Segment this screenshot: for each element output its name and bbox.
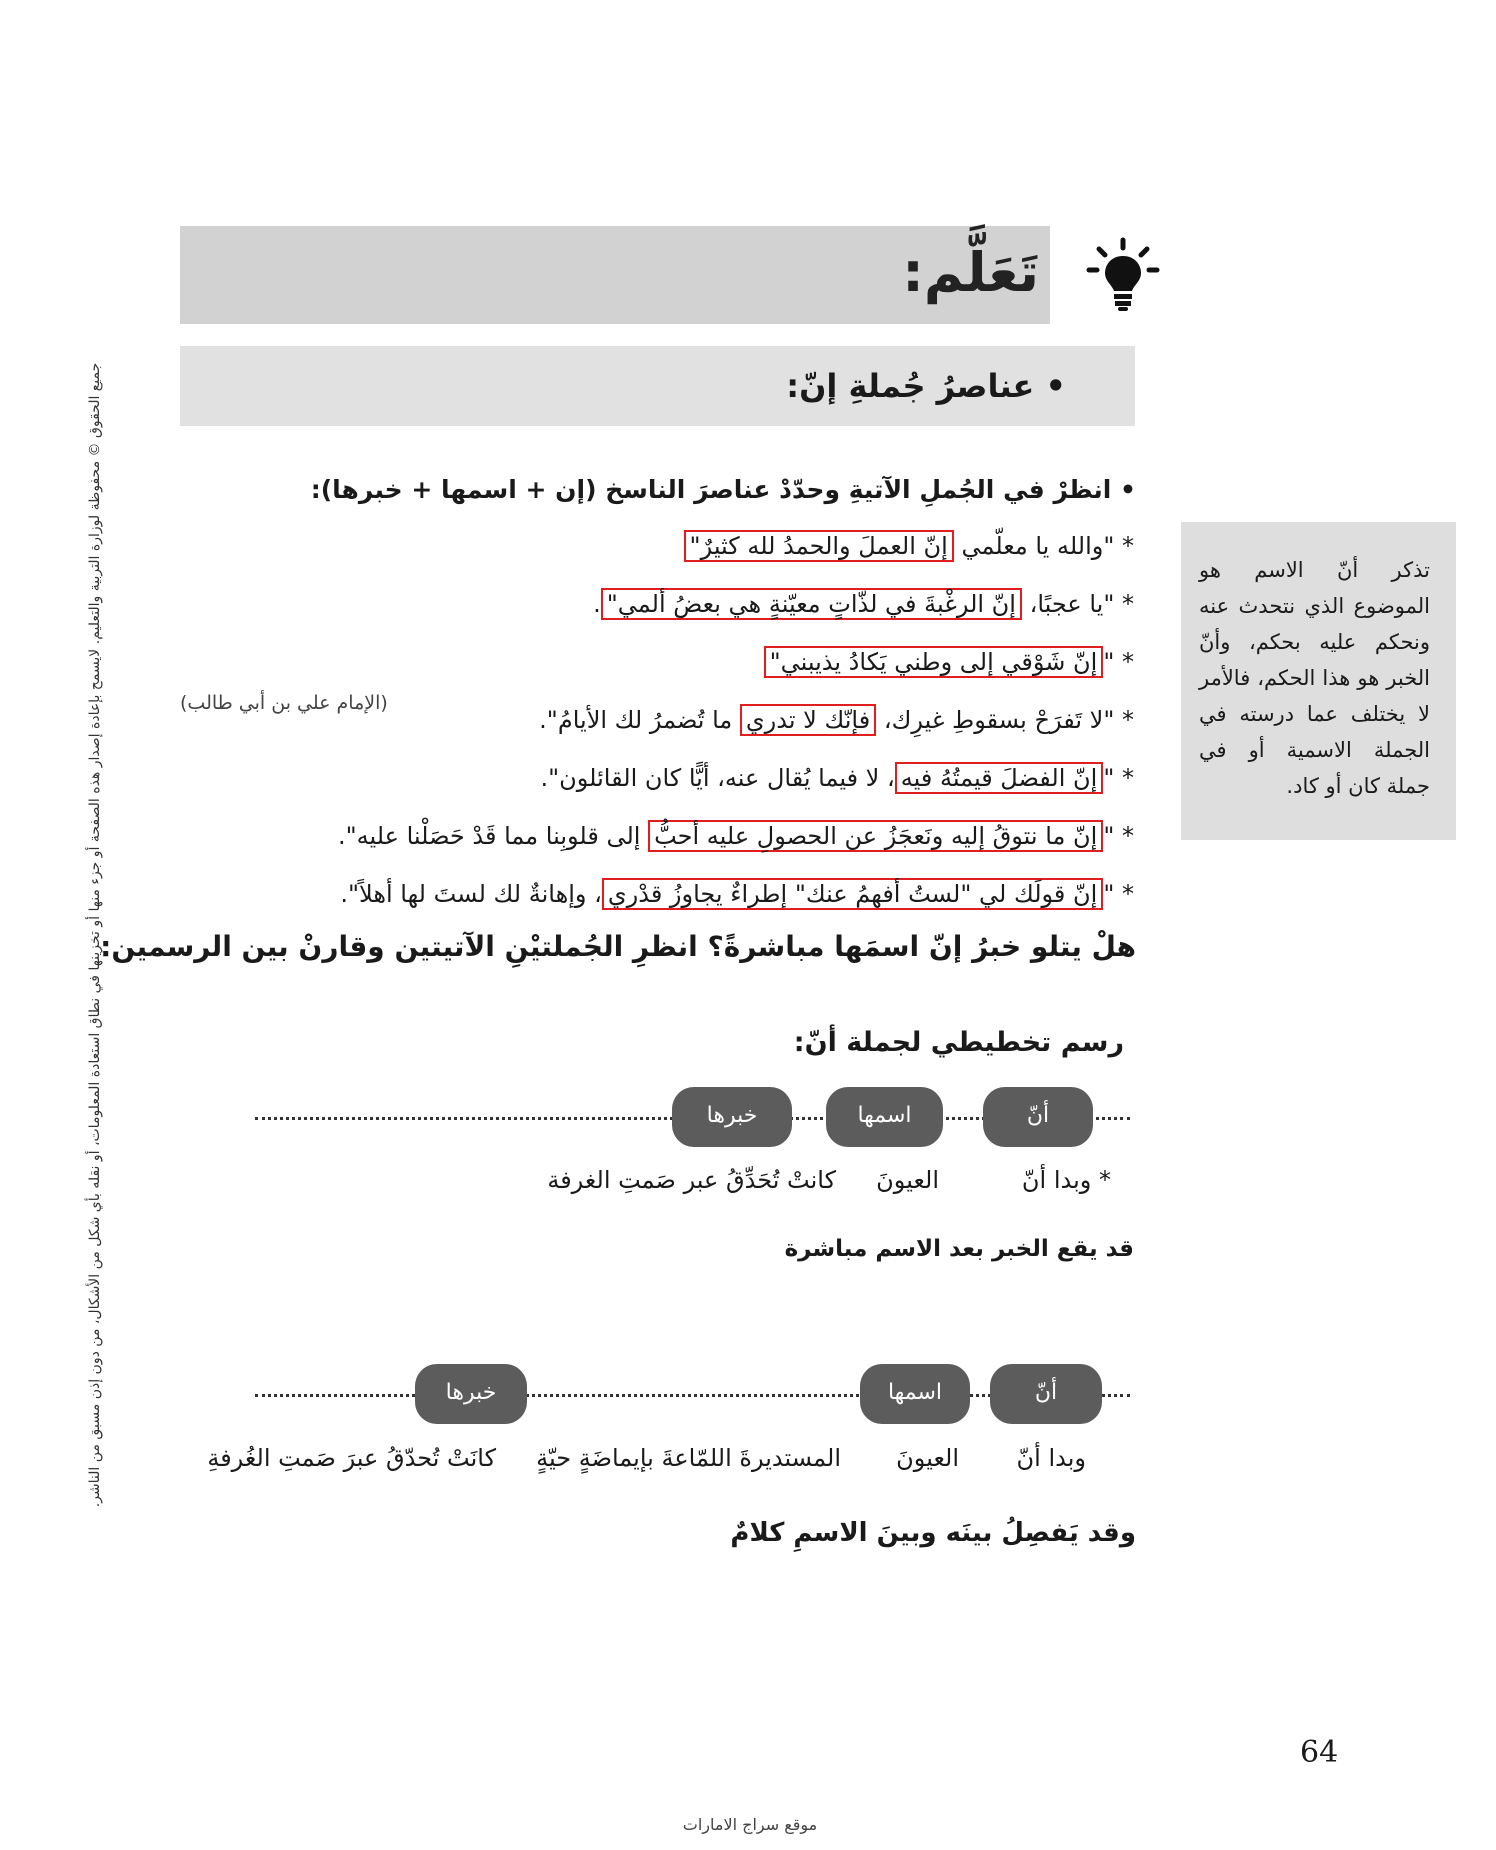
highlight-box: إنّ الفضلَ قيمتُهُ فيه	[895, 762, 1104, 794]
diagram2-word-anna: وبدا أنّ	[1016, 1444, 1086, 1472]
example-item: * "لا تَفرَحْ بسقوطِ غيرِك، فإنّك لا تدري ما تُضمرُ لك الأيامُ".	[539, 706, 1134, 734]
diagram2-word-ism: العيونَ	[896, 1444, 959, 1472]
pill-anna: أنّ	[990, 1364, 1102, 1424]
examples-list	[174, 518, 1134, 924]
reminder-note: تذكر أنّ الاسم هو الموضوع الذي نتحدث عنه ونحكم عليه بحكم، وأنّ الخبر هو هذا الحكم، فالأمر لا يختلف عما درسته في الجملة الاسمية أو في جملة كان أو كاد.	[1181, 522, 1456, 840]
section-title: • عناصرُ جُملةِ إنّ:	[786, 367, 1066, 405]
diagram1-word-ism: العيونَ	[876, 1166, 939, 1194]
attribution: (الإمام علي بن أبي طالب)	[180, 692, 388, 714]
lightbulb-icon	[1085, 236, 1161, 312]
diagram1-word-anna: * وبدا أنّ	[1021, 1166, 1111, 1194]
pill-ismuha: اسمها	[860, 1364, 970, 1424]
highlight-box: إنّ ما نتوقُ إليه ونَعجَزُ عن الحصولِ عليه أحبُّ	[648, 820, 1103, 852]
example-item: * "إنّ ما نتوقُ إليه ونَعجَزُ عن الحصولِ عليه أحبُّ إلى قلوبِنا مما قَدْ حَصَلْنا عليه".	[337, 822, 1134, 850]
pill-anna: أنّ	[983, 1087, 1093, 1147]
example-item: * "إنّ قولَك لي "لستُ أفهمُ عنك" إطراءٌ يجاوزُ قدْري، وإهانةٌ لك لستَ لها أهلاً".	[340, 880, 1134, 908]
diagram-title: رسم تخطيطي لجملة أنّ:	[793, 1027, 1124, 1058]
example-item: * "إنّ شَوْقي إلى وطني يَكادُ يذيبني"	[174, 634, 1134, 692]
highlight-box: إنّ الرغْبةَ في لذّاتٍ معيّنةٍ هي بعضُ ألمي"	[601, 588, 1022, 620]
diagram1-word-khabar: كانتْ تُحَدِّقُ عبر صَمتِ الغرفة	[547, 1166, 836, 1194]
diagram2-word-khabar: كانَتْ تُحدّقُ عبرَ صَمتِ الغُرفةِ	[207, 1444, 496, 1472]
example-item: * "يا عجبًا، إنّ الرغْبةَ في لذّاتٍ معيّنةٍ هي بعضُ ألمي".	[593, 590, 1134, 618]
highlight-box: إنّ العملَ والحمدُ لله كثيرٌ"	[684, 530, 954, 562]
copyright-side-note: جميع الحقوق © محفوظة لوزارة التربية والتعليم. لايسمح بإعادة إصدار هذه الصفحة أو جزء منها أو تخزينها في نطاق استعادة المعلومات، أو نقله بأي شكل من الأشكال، من دون إذن مسبق من الناشر.	[87, 362, 103, 1508]
comparison-question: هلْ يتلو خبرُ إنّ اسمَها مباشرةً؟ انظرِ الجُملتيْنِ الآتيتين وقارنْ بين الرسمين:	[100, 930, 1136, 963]
highlight-box: إنّ قولَك لي "لستُ أفهمُ عنك" إطراءٌ يجاوزُ قدْري	[602, 878, 1103, 910]
diagram2-separator-words: المستديرةَ اللمّاعةَ بإيماضَةٍ حيّةٍ	[536, 1444, 841, 1472]
highlight-box: إنّ شَوْقي إلى وطني يَكادُ يذيبني"	[764, 646, 1104, 678]
learn-title: تَعَلَّم:	[902, 241, 1039, 304]
page-number: 64	[1300, 1735, 1339, 1770]
pill-khabaruha: خبرها	[415, 1364, 527, 1424]
diagram2-label: وقد يَفصِلُ بينَه وبينَ الاسمِ كلامٌ	[730, 1518, 1136, 1548]
highlight-box: فإنّك لا تدري	[740, 704, 876, 736]
example-item: * "والله يا معلّمي إنّ العملَ والحمدُ لله كثيرٌ"	[174, 518, 1134, 576]
pill-khabaruha: خبرها	[672, 1087, 792, 1147]
diagram1-label: قد يقع الخبر بعد الاسم مباشرة	[784, 1236, 1134, 1262]
pill-ismuha: اسمها	[826, 1087, 943, 1147]
footer-site-name: موقع سراج الامارات	[682, 1815, 818, 1834]
instruction: • انظرْ في الجُملِ الآتيةِ وحدّدْ عناصرَ الناسخ (إن + اسمها + خبرها):	[310, 475, 1136, 504]
example-item: * "إنّ الفضلَ قيمتُهُ فيه، لا فيما يُقال عنه، أيًّا كان القائلون".	[540, 764, 1134, 792]
